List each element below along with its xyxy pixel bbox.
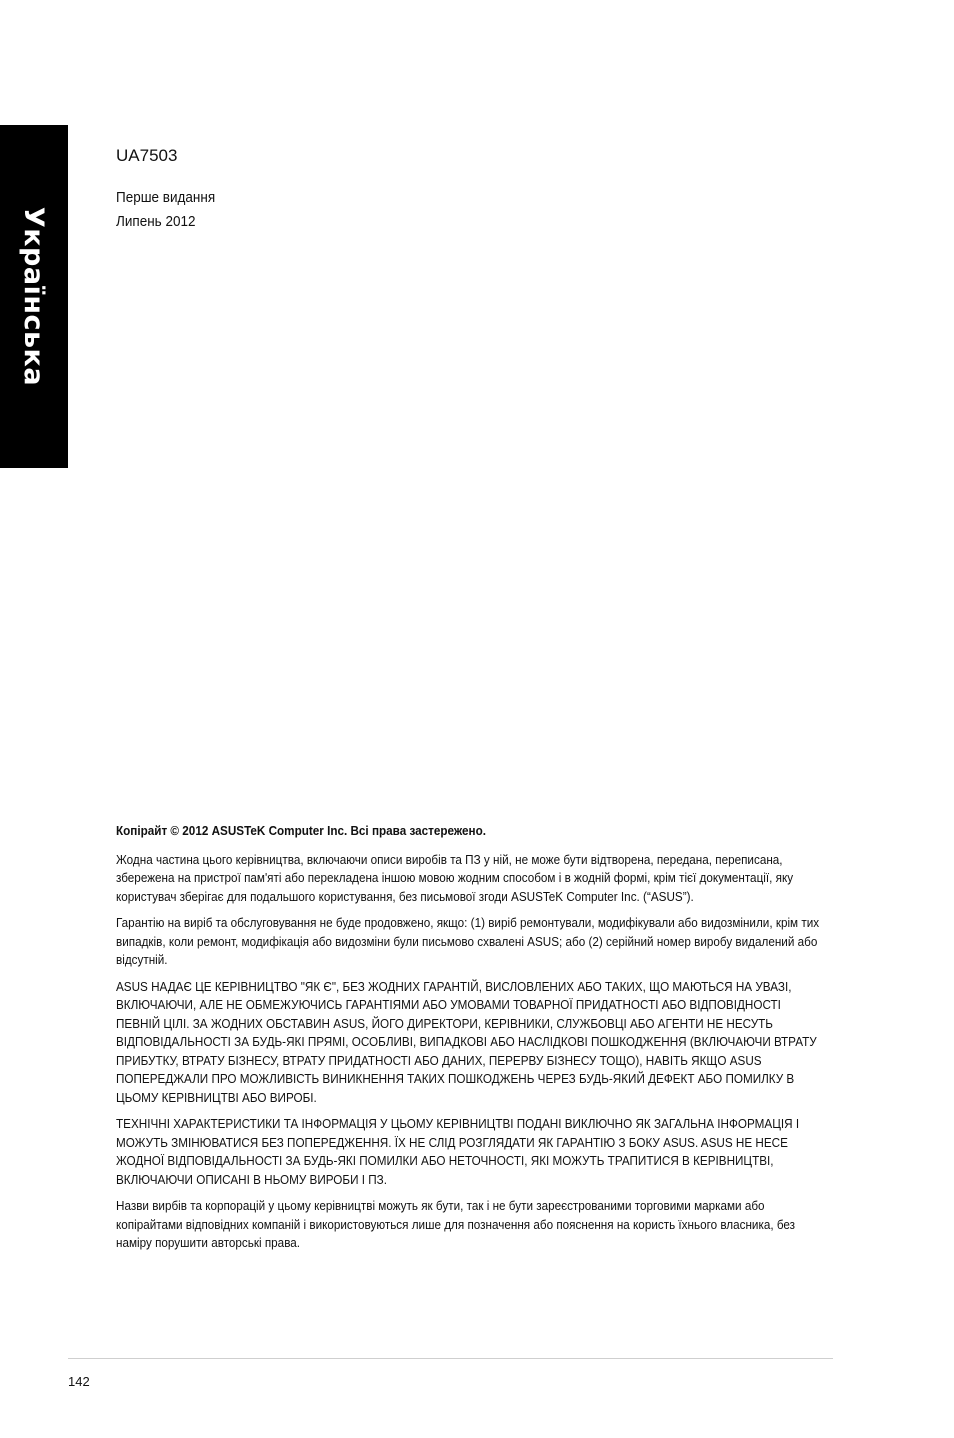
legal-notice [116,822,827,1261]
edition-label: Перше видання [116,189,216,206]
side-tab-label-container [0,125,68,468]
language-label: Українська [18,206,50,387]
edition-info [116,186,215,234]
legal-paragraph-warranty: Гарантію на виріб та обслуговування не буде продовжено, якщо: (1) виріб ремонтували, модифікували або видозмінили, крім тих випадків, коли ремонт, модифікація або видозміни були письмово схвалені ASUS; або (2) серійний номер виробу видалений або відсутній. [116,915,820,967]
legal-paragraph-reproduction: Жодна частина цього керівництва, включаючи описи виробів та ПЗ у ній, не може бути відтворена, передана, переписана, збережена на пристрої пам'яті або перекладена іншою мовою жодним способом і в жодній формі, крім тієї документації, яку користувач зберігає для подальшого користування, без письмової згоди ASUSTeK Computer Inc. (“ASUS”). [116,851,794,904]
footer-divider [68,1358,833,1359]
edition-date: Липень 2012 [116,213,196,230]
legal-paragraph-disclaimer: ASUS НАДАЄ ЦЕ КЕРІВНИЦТВО "ЯК Є", БЕЗ ЖОДНИХ ГАРАНТІЙ, ВИСЛОВЛЕНИХ АБО ТАКИХ, ЩО МАЮТЬСЯ НА УВАЗІ, ВКЛЮЧАЮЧИ, АЛЕ НЕ ОБМЕЖУЮЧИСЬ ГАРАНТІЯМИ АБО УМОВАМИ ТОВАРНОЇ ПРИДАТНОСТІ АБО ВІДПОВІДНОСТІ ПЕВНІЙ ЦІЛІ. ЗА ЖОДНИХ ОБСТАВИН ASUS, ЙОГО ДИРЕКТОРИ, КЕРІВНИКИ, СЛУЖБОВЦІ АБО АГЕНТИ НЕ НЕСУТЬ ВІДПОВІДАЛЬНОСТІ ЗА БУДЬ-ЯКІ ПРЯМІ, ОСОБЛИВІ, ВИПАДКОВІ АБО НАСЛІДКОВІ ПОШКОДЖЕННЯ (ВКЛЮЧАЮЧИ ВТРАТУ ПРИБУТКУ, ВТРАТУ БІЗНЕСУ, ВТРАТУ ПРИДАТНОСТІ АБО ДАНИХ, ПЕРЕРВУ БІЗНЕСУ ТОЩО), НАВІТЬ ЯКЩО ASUS ПОПЕРЕДЖАЛИ ПРО МОЖЛИВІСТЬ ВИНИКНЕННЯ ТАКИХ ПОШКОДЖЕНЬ ЧЕРЕЗ БУДЬ-ЯКИЙ ДЕФЕКТ АБО ПОМИЛКУ В ЦЬОМУ КЕРІВНИЦТВІ АБО ВИРОБІ. [116,978,817,1105]
copyright-heading: Копірайт © 2012 ASUSTeK Computer Inc. Всі права застережено. [116,823,486,838]
language-side-tab [0,125,68,468]
legal-paragraph-specifications: ТЕХНІЧНІ ХАРАКТЕРИСТИКИ ТА ІНФОРМАЦІЯ У ЦЬОМУ КЕРІВНИЦТВІ ПОДАНІ ВИКЛЮЧНО ЯК ЗАГАЛЬНА ІНФОРМАЦІЯ І МОЖУТЬ ЗМІНЮВАТИСЯ БЕЗ ПОПЕРЕДЖЕННЯ. ЇХ НЕ СЛІД РОЗГЛЯДАТИ ЯК ГАРАНТІЮ З БОКУ ASUS. ASUS НЕ НЕСЕ ЖОДНОЇ ВІДПОВІДАЛЬНОСТІ ЗА БУДЬ-ЯКІ ПОМИЛКИ АБО НЕТОЧНОСТІ, ЯКІ МОЖУТЬ ТРАПИТИСЯ В КЕРІВНИЦТВІ, ВКЛЮЧАЮЧИ ОПИСАНІ В НЬОМУ ВИРОБИ І ПЗ. [116,1116,800,1187]
legal-paragraph-trademarks: Назви вирбів та корпорацій у цьому керівництві можуть як бути, так і не бути зареєстрованими торговими марками або копірайтами відповідних компаній і використовуються лише для позначення або пояснення на користь їхнього власника, без наміру порушити авторські права. [116,1198,796,1250]
page-number: 142 [68,1374,90,1389]
model-name: UA7503 [116,146,178,165]
